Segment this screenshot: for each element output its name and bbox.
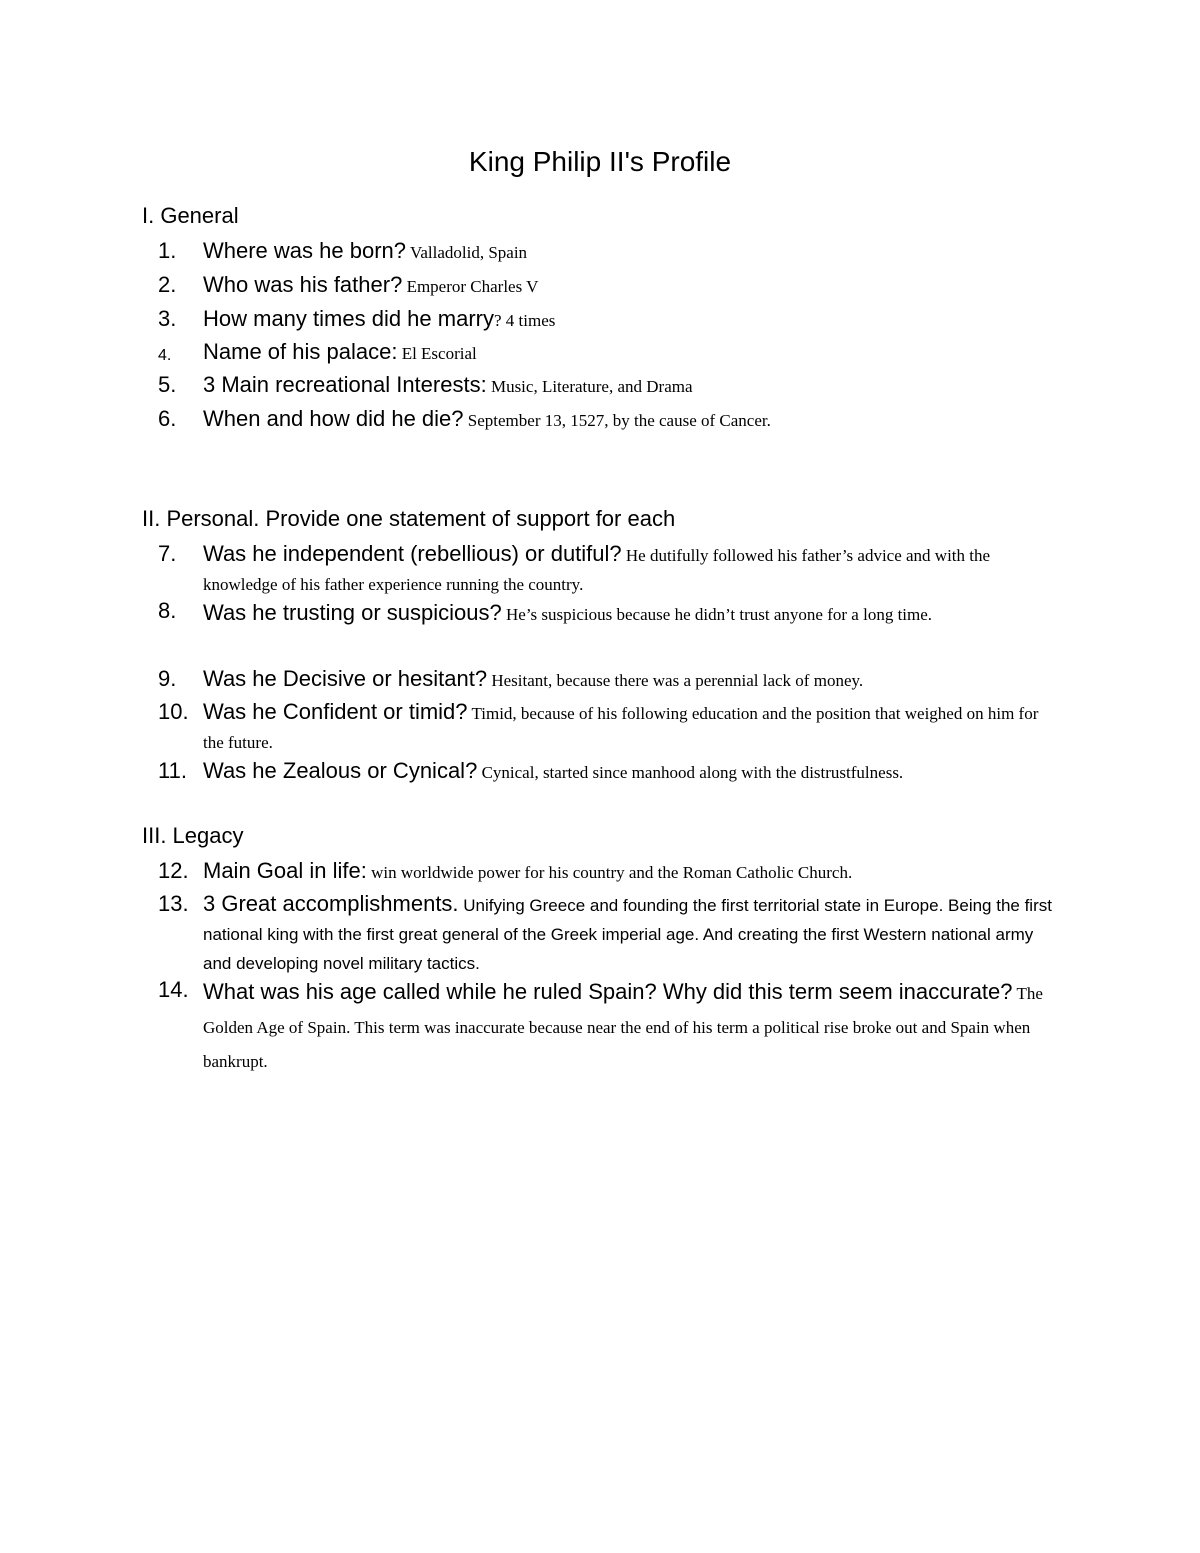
list-item — [158, 890, 1058, 977]
item-number: 12. — [158, 858, 189, 883]
list-item — [158, 976, 1058, 1078]
item-question: How many times did he marry — [203, 306, 494, 331]
list-item — [158, 597, 1058, 631]
item-number: 1. — [158, 238, 177, 263]
list-item — [158, 757, 1058, 787]
item-answer: September 13, 1527, by the cause of Cancer. — [463, 411, 771, 430]
item-question: What was his age called while he ruled Spain? Why did this term seem inaccurate? — [203, 979, 1013, 1004]
list-item — [158, 371, 1058, 401]
item-number: 2. — [158, 272, 177, 297]
item-answer: Valladolid, Spain — [406, 243, 528, 262]
list-item — [158, 305, 1058, 335]
list-item — [158, 857, 1058, 887]
item-question: Was he independent (rebellious) or dutiful? — [203, 541, 622, 566]
list-item — [158, 338, 1058, 368]
item-question: 3 Great accomplishments. — [203, 891, 459, 916]
document-title: King Philip II's Profile — [468, 146, 732, 177]
section-heading-general: I. General — [142, 203, 239, 228]
list-item — [158, 237, 1058, 267]
item-answer: Cynical, started since manhood along with the distrustfulness. — [477, 763, 904, 782]
item-number: 5. — [158, 372, 177, 397]
item-question: Who was his father? — [203, 272, 403, 297]
list-item — [158, 271, 1058, 301]
item-number: 7. — [158, 541, 177, 566]
item-answer: He dutifully followed his father’s advice and with the knowledge of his father experience running the country. — [203, 546, 991, 594]
item-number: 14. — [158, 977, 189, 1002]
item-question: 3 Main recreational Interests: — [203, 372, 487, 397]
item-number: 10. — [158, 699, 189, 724]
item-answer: Emperor Charles V — [402, 277, 539, 296]
item-answer: Timid, because of his following education and the position that weighed on him for the future. — [203, 704, 1039, 752]
item-answer: win worldwide power for his country and the Roman Catholic Church. — [366, 863, 853, 882]
item-number: 13. — [158, 891, 189, 916]
item-number: 8. — [158, 598, 177, 623]
item-question: When and how did he die? — [203, 406, 464, 431]
item-answer: He’s suspicious because he didn’t trust anyone for a long time. — [501, 605, 933, 624]
item-number: 4. — [158, 347, 172, 364]
item-question: Was he Confident or timid? — [203, 699, 468, 724]
item-answer: Unifying Greece and founding the first territorial state in Europe. Being the first national king with the first great general of the Greek imperial age. And creating the first Western national army and developing novel military tactics. — [203, 896, 1052, 973]
list-item — [158, 698, 1058, 756]
item-number: 11. — [158, 758, 187, 783]
item-answer: Music, Literature, and Drama — [486, 377, 693, 396]
item-question: Was he Decisive or hesitant? — [203, 666, 488, 691]
item-question: Was he Zealous or Cynical? — [203, 758, 478, 783]
item-question: Name of his palace: — [203, 339, 398, 364]
item-question: Was he trusting or suspicious? — [203, 600, 502, 625]
list-item — [158, 665, 1058, 695]
item-question: Where was he born? — [203, 238, 406, 263]
item-answer: ? 4 times — [493, 311, 556, 330]
item-number: 6. — [158, 406, 177, 431]
list-item — [158, 540, 1058, 598]
item-answer: El Escorial — [397, 344, 477, 363]
section-heading-legacy: III. Legacy — [142, 823, 244, 848]
item-answer: Hesitant, because there was a perennial lack of money. — [487, 671, 864, 690]
item-number: 3. — [158, 306, 177, 331]
item-answer: The Golden Age of Spain. This term was inaccurate because near the end of his term a political rise broke out and Spain when bankrupt. — [203, 984, 1043, 1071]
list-item — [158, 405, 1058, 435]
section-heading-personal: II. Personal. Provide one statement of support for each — [142, 506, 676, 531]
item-number: 9. — [158, 666, 177, 691]
item-question: Main Goal in life: — [203, 858, 367, 883]
